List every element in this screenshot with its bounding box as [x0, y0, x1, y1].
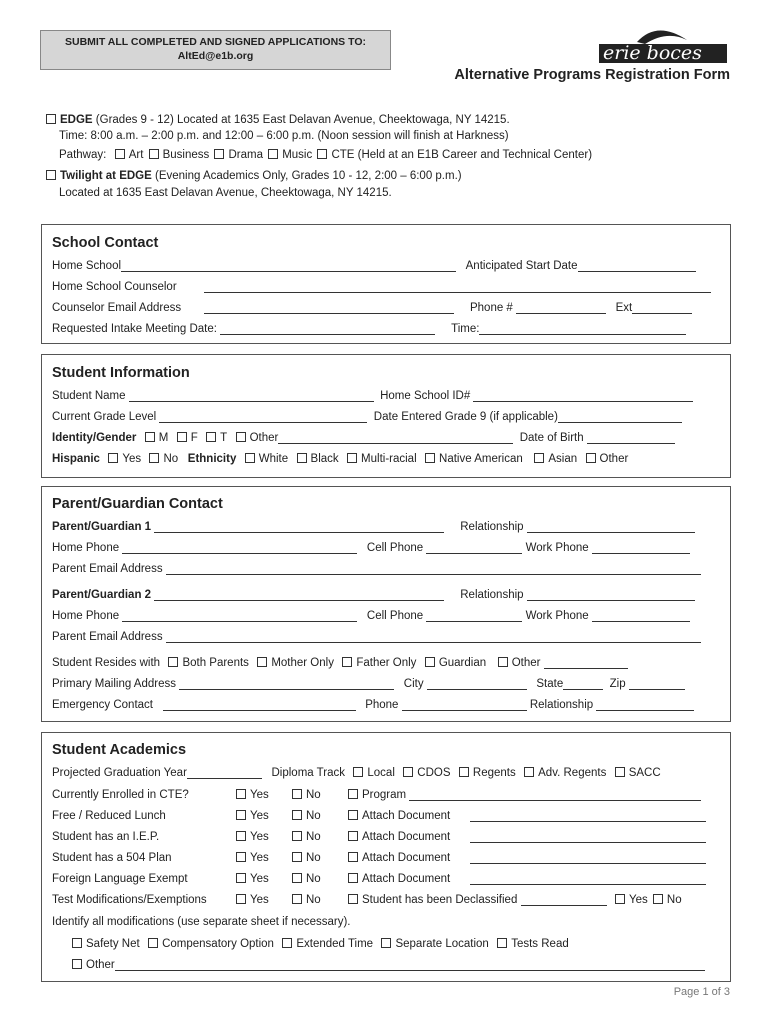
- testmod-label: Test Modifications/Exemptions: [52, 894, 207, 906]
- pg1-field[interactable]: [154, 521, 444, 533]
- lunch-attach-field[interactable]: [470, 810, 706, 822]
- mods-row: [70, 938, 569, 950]
- lunch-no: No: [306, 810, 321, 822]
- diploma-adv-regents-checkbox[interactable]: [524, 767, 534, 777]
- state-field[interactable]: [563, 678, 603, 690]
- gender-f: F: [190, 432, 198, 444]
- ethnicity-other: Other: [599, 453, 629, 465]
- mod-safety-net: Safety Net: [86, 938, 140, 950]
- lunch-yes: Yes: [250, 810, 269, 822]
- pathway-cte: CTE (Held at an E1B Career and Technical Center): [331, 149, 593, 161]
- pathway-music: Music: [282, 149, 313, 161]
- page-number: Page 1 of 3: [673, 986, 730, 998]
- ethnicity-label: Ethnicity: [187, 453, 237, 465]
- twilight-label: Twilight at EDGE: [60, 170, 152, 182]
- intake-row: [52, 323, 686, 335]
- identity-row: [52, 432, 675, 444]
- gender-t: T: [220, 432, 228, 444]
- pg1-work-phone-field[interactable]: [592, 542, 690, 554]
- ethnicity-multiracial-checkbox[interactable]: [347, 453, 357, 463]
- diploma-regents: Regents: [472, 767, 516, 779]
- pathway-drama-checkbox[interactable]: [214, 149, 224, 159]
- twilight-option[interactable]: [44, 170, 462, 182]
- plan504-yes: Yes: [250, 852, 269, 864]
- pathway-music-checkbox[interactable]: [268, 149, 278, 159]
- intake-date-field[interactable]: [220, 323, 435, 335]
- pathway-art: Art: [128, 149, 144, 161]
- iep-yes: Yes: [250, 831, 269, 843]
- language-yes: Yes: [250, 873, 269, 885]
- pg1-email-field[interactable]: [166, 563, 701, 575]
- cte-program-checkbox[interactable]: [348, 789, 358, 799]
- counselor-field[interactable]: [204, 281, 711, 293]
- student-name-label: Student Name: [52, 390, 126, 402]
- declassified-no-checkbox[interactable]: [653, 894, 663, 904]
- hispanic-yes-checkbox[interactable]: [108, 453, 118, 463]
- grad-year-field[interactable]: [187, 767, 262, 779]
- plan504-no: No: [306, 852, 321, 864]
- mod-other: Other: [86, 959, 115, 971]
- declassified-no: No: [666, 894, 682, 906]
- emergency-relationship-field[interactable]: [596, 699, 694, 711]
- plan504-no-checkbox[interactable]: [292, 852, 302, 862]
- testmod-no: No: [306, 894, 321, 906]
- emergency-row: [52, 699, 694, 711]
- logo-text: erie boces: [603, 42, 702, 64]
- resides-father-checkbox[interactable]: [342, 657, 352, 667]
- lunch-attach-checkbox[interactable]: [348, 810, 358, 820]
- pg1-email-label: Parent Email Address: [52, 563, 163, 575]
- lunch-yes-checkbox[interactable]: [236, 810, 246, 820]
- lunch-attach: Attach Document: [362, 810, 451, 822]
- resides-mother: Mother Only: [271, 657, 334, 669]
- pg1-relationship-field[interactable]: [527, 521, 695, 533]
- pg2-home-phone-field[interactable]: [122, 610, 357, 622]
- diploma-local: Local: [367, 767, 395, 779]
- emergency-phone-field[interactable]: [402, 699, 527, 711]
- edge-time: Time: 8:00 a.m. – 2:00 p.m. and 12:00 – 6:00 p.m. (Noon session will finish at Harkness): [59, 130, 509, 142]
- mod-separate-location: Separate Location: [395, 938, 489, 950]
- ethnicity-row: [52, 453, 628, 465]
- diploma-local-checkbox[interactable]: [353, 767, 363, 777]
- edge-desc: (Grades 9 - 12) Located at 1635 East Delavan Avenue, Cheektowaga, NY 14215.: [95, 114, 510, 126]
- ethnicity-black-checkbox[interactable]: [297, 453, 307, 463]
- resides-mother-checkbox[interactable]: [257, 657, 267, 667]
- pg2-row: [52, 589, 695, 601]
- cte-program: Program: [362, 789, 407, 801]
- edge-label: EDGE: [60, 114, 93, 126]
- home-school-field[interactable]: [121, 260, 456, 272]
- edge-pathway: [59, 149, 592, 161]
- pg1-work-phone-label: Work Phone: [525, 542, 589, 554]
- language-no-checkbox[interactable]: [292, 873, 302, 883]
- academic-row-testmod: [52, 894, 682, 906]
- ethnicity-black: Black: [310, 453, 339, 465]
- diploma-cdos: CDOS: [417, 767, 451, 779]
- student-info-section: [41, 354, 731, 478]
- grade-level-row: [52, 411, 682, 423]
- iep-attach-checkbox[interactable]: [348, 831, 358, 841]
- twilight-desc: (Evening Academics Only, Grades 10 - 12, 2:00 – 6:00 p.m.): [155, 170, 462, 182]
- resides-both: Both Parents: [182, 657, 249, 669]
- pg1-cell-phone-field[interactable]: [426, 542, 522, 554]
- pathway-drama: Drama: [228, 149, 263, 161]
- iep-attach-field[interactable]: [470, 831, 706, 843]
- diploma-label: Diploma Track: [271, 767, 345, 779]
- cte-label: Currently Enrolled in CTE?: [52, 789, 189, 801]
- mod-compensatory: Compensatory Option: [162, 938, 274, 950]
- language-yes-checkbox[interactable]: [236, 873, 246, 883]
- resides-both-checkbox[interactable]: [168, 657, 178, 667]
- academic-row-504: [52, 852, 706, 864]
- grade-level-field[interactable]: [159, 411, 367, 423]
- language-no: No: [306, 873, 321, 885]
- intake-time-field[interactable]: [479, 323, 686, 335]
- resides-guardian: Guardian: [438, 657, 487, 669]
- intake-date-label: Date:: [189, 323, 217, 335]
- plan504-yes-checkbox[interactable]: [236, 852, 246, 862]
- parent-section: [41, 486, 731, 722]
- submit-line-1: SUBMIT ALL COMPLETED AND SIGNED APPLICATIONS TO:: [64, 36, 366, 48]
- gender-m: M: [158, 432, 169, 444]
- language-attach-field[interactable]: [470, 873, 706, 885]
- anticipated-start-field[interactable]: [578, 260, 696, 272]
- edge-option[interactable]: [44, 114, 510, 126]
- resides-other-checkbox[interactable]: [498, 657, 508, 667]
- submit-box: [40, 30, 391, 70]
- language-attach: Attach Document: [362, 873, 451, 885]
- mod-tests-read: Tests Read: [511, 938, 569, 950]
- pathway-business: Business: [162, 149, 210, 161]
- grad-year-row: [52, 767, 661, 779]
- pg2-phone-row: [52, 610, 690, 622]
- identify-text: Identify all modifications (use separate sheet if necessary).: [52, 916, 351, 928]
- mod-extended-time: Extended Time: [296, 938, 374, 950]
- plan504-attach-checkbox[interactable]: [348, 852, 358, 862]
- cte-yes-checkbox[interactable]: [236, 789, 246, 799]
- counselor-row: [52, 281, 711, 293]
- mods-other-row: [70, 959, 705, 971]
- academic-row-lunch: [52, 810, 706, 822]
- diploma-cdos-checkbox[interactable]: [403, 767, 413, 777]
- academic-row-cte: [52, 789, 701, 801]
- erie-boces-logo: [597, 22, 729, 64]
- declassified-label: Student has been Declassified: [362, 894, 518, 906]
- ethnicity-asian: Asian: [548, 453, 578, 465]
- pathway-art-checkbox[interactable]: [115, 149, 125, 159]
- pg1-home-phone-field[interactable]: [122, 542, 357, 554]
- resides-guardian-checkbox[interactable]: [425, 657, 435, 667]
- ethnicity-white-checkbox[interactable]: [245, 453, 255, 463]
- parent-title: Parent/Guardian Contact: [52, 496, 223, 512]
- declassified-yes-checkbox[interactable]: [615, 894, 625, 904]
- resides-father: Father Only: [356, 657, 417, 669]
- hispanic-no: No: [163, 453, 179, 465]
- pg2-cell-phone-field[interactable]: [426, 610, 522, 622]
- student-name-row: [52, 390, 693, 402]
- date-grade9-label: Date Entered Grade 9 (if applicable): [373, 411, 558, 423]
- pg2-field[interactable]: [154, 589, 444, 601]
- language-label: Foreign Language Exempt: [52, 873, 188, 885]
- pg2-home-phone-label: Home Phone: [52, 610, 120, 622]
- emergency-label: Emergency Contact: [52, 699, 153, 711]
- intake-label: Requested Intake Meeting: [52, 323, 187, 335]
- pg1-email-row: [52, 563, 701, 575]
- dob-field[interactable]: [587, 432, 675, 444]
- intake-time-label: Time:: [451, 323, 480, 335]
- emergency-phone-label: Phone: [365, 699, 399, 711]
- diploma-adv-regents: Adv. Regents: [538, 767, 607, 779]
- hispanic-no-checkbox[interactable]: [149, 453, 159, 463]
- pg1-cell-phone-label: Cell Phone: [366, 542, 424, 554]
- ext-field[interactable]: [632, 302, 692, 314]
- mailing-field[interactable]: [179, 678, 394, 690]
- counselor-label: Home School Counselor: [52, 281, 177, 293]
- state-label: State: [536, 678, 564, 690]
- diploma-sacc-checkbox[interactable]: [615, 767, 625, 777]
- declassified-field[interactable]: [521, 894, 607, 906]
- ethnicity-asian-checkbox[interactable]: [534, 453, 544, 463]
- testmod-no-checkbox[interactable]: [292, 894, 302, 904]
- gender-other-field[interactable]: [278, 432, 513, 444]
- pg1-phone-row: [52, 542, 690, 554]
- city-label: City: [403, 678, 424, 690]
- iep-label: Student has an I.E.P.: [52, 831, 160, 843]
- mailing-row: [52, 678, 685, 690]
- declassified-checkbox[interactable]: [348, 894, 358, 904]
- pg2-label: Parent/Guardian 2: [52, 589, 152, 601]
- ethnicity-other-checkbox[interactable]: [586, 453, 596, 463]
- academic-row-language: [52, 873, 706, 885]
- identity-label: Identity/Gender: [52, 432, 137, 444]
- pathway-cte-checkbox[interactable]: [317, 149, 327, 159]
- school-contact-section: [41, 224, 731, 344]
- plan504-label: Student has a 504 Plan: [52, 852, 172, 864]
- diploma-regents-checkbox[interactable]: [459, 767, 469, 777]
- pg2-work-phone-field[interactable]: [592, 610, 690, 622]
- counselor-phone-label: Phone #: [469, 302, 513, 314]
- counselor-phone-field[interactable]: [516, 302, 606, 314]
- hispanic-label: Hispanic: [52, 453, 100, 465]
- counselor-email-label: Counselor Email Address: [52, 302, 182, 314]
- student-info-title: Student Information: [52, 365, 190, 381]
- mod-other-field[interactable]: [115, 959, 705, 971]
- zip-field[interactable]: [629, 678, 685, 690]
- dob-label: Date of Birth: [519, 432, 584, 444]
- city-field[interactable]: [427, 678, 527, 690]
- pathway-business-checkbox[interactable]: [149, 149, 159, 159]
- form-title: Alternative Programs Registration Form: [454, 67, 730, 83]
- pg1-label: Parent/Guardian 1: [52, 521, 152, 533]
- home-school-row: [52, 260, 696, 272]
- twilight-location: Located at 1635 East Delavan Avenue, Cheektowaga, NY 14215.: [59, 187, 392, 199]
- cte-program-field[interactable]: [409, 789, 701, 801]
- gender-other-checkbox[interactable]: [236, 432, 246, 442]
- pg2-relationship-label: Relationship: [460, 589, 524, 601]
- resides-label: Student Resides with: [52, 657, 161, 669]
- grade-level-label: Current Grade Level: [52, 411, 157, 423]
- lunch-no-checkbox[interactable]: [292, 810, 302, 820]
- home-school-id-label: Home School ID#: [380, 390, 471, 402]
- language-attach-checkbox[interactable]: [348, 873, 358, 883]
- iep-no-checkbox[interactable]: [292, 831, 302, 841]
- mod-separate-location-checkbox[interactable]: [381, 938, 391, 948]
- date-grade9-field[interactable]: [558, 411, 682, 423]
- academics-title: Student Academics: [52, 742, 187, 758]
- student-name-field[interactable]: [129, 390, 374, 402]
- pg2-email-row: [52, 631, 701, 643]
- pg1-row: [52, 521, 695, 533]
- academics-section: [41, 732, 731, 982]
- pg2-relationship-field[interactable]: [527, 589, 695, 601]
- pg1-home-phone-label: Home Phone: [52, 542, 120, 554]
- twilight-checkbox[interactable]: [46, 170, 56, 180]
- resides-other-field[interactable]: [544, 657, 628, 669]
- emergency-field[interactable]: [163, 699, 356, 711]
- counselor-email-field[interactable]: [204, 302, 454, 314]
- gender-f-checkbox[interactable]: [177, 432, 187, 442]
- pg2-email-label: Parent Email Address: [52, 631, 163, 643]
- pg2-email-field[interactable]: [166, 631, 701, 643]
- mailing-label: Primary Mailing Address: [52, 678, 176, 690]
- hispanic-yes: Yes: [122, 453, 142, 465]
- pg2-cell-phone-label: Cell Phone: [366, 610, 424, 622]
- ethnicity-white: White: [258, 453, 289, 465]
- iep-no: No: [306, 831, 321, 843]
- mod-safety-net-checkbox[interactable]: [72, 938, 82, 948]
- emergency-relationship-label: Relationship: [529, 699, 594, 711]
- mod-compensatory-checkbox[interactable]: [148, 938, 158, 948]
- ethnicity-native-checkbox[interactable]: [425, 453, 435, 463]
- testmod-yes-checkbox[interactable]: [236, 894, 246, 904]
- pg2-work-phone-label: Work Phone: [525, 610, 589, 622]
- pathway-label: Pathway:: [59, 149, 107, 161]
- gender-m-checkbox[interactable]: [145, 432, 155, 442]
- submit-email: AltEd@e1b.org: [177, 50, 254, 62]
- plan504-attach-field[interactable]: [470, 852, 706, 864]
- testmod-yes: Yes: [250, 894, 269, 906]
- pg1-relationship-label: Relationship: [460, 521, 524, 533]
- declassified-yes: Yes: [628, 894, 648, 906]
- gender-t-checkbox[interactable]: [206, 432, 216, 442]
- diploma-sacc: SACC: [628, 767, 661, 779]
- cte-no-checkbox[interactable]: [292, 789, 302, 799]
- gender-other: Other: [249, 432, 279, 444]
- mod-extended-time-checkbox[interactable]: [282, 938, 292, 948]
- counselor-email-row: [52, 302, 692, 314]
- home-school-id-field[interactable]: [473, 390, 693, 402]
- ext-label: Ext: [615, 302, 633, 314]
- plan504-attach: Attach Document: [362, 852, 451, 864]
- cte-yes: Yes: [250, 789, 269, 801]
- lunch-label: Free / Reduced Lunch: [52, 810, 166, 822]
- cte-no: No: [306, 789, 321, 801]
- iep-yes-checkbox[interactable]: [236, 831, 246, 841]
- iep-attach: Attach Document: [362, 831, 451, 843]
- mod-other-checkbox[interactable]: [72, 959, 82, 969]
- resides-row: [52, 657, 628, 669]
- resides-other: Other: [511, 657, 541, 669]
- mod-tests-read-checkbox[interactable]: [497, 938, 507, 948]
- zip-label: Zip: [609, 678, 626, 690]
- grad-year-label: Projected Graduation Year: [52, 767, 187, 779]
- home-school-label: Home School: [52, 260, 122, 272]
- ethnicity-multiracial: Multi-racial: [361, 453, 417, 465]
- academic-row-iep: [52, 831, 706, 843]
- anticipated-start-label: Anticipated Start Date: [465, 260, 578, 272]
- ethnicity-native: Native American: [439, 453, 523, 465]
- edge-checkbox[interactable]: [46, 114, 56, 124]
- school-contact-title: School Contact: [52, 235, 159, 251]
